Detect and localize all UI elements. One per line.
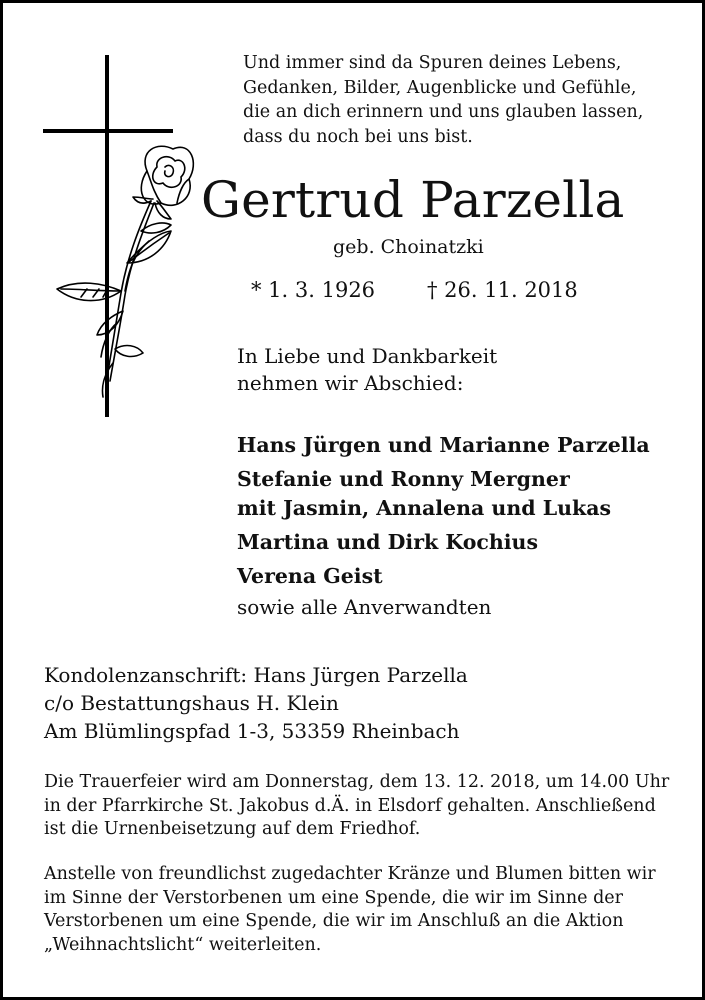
intro-line: nehmen wir Abschied: <box>237 371 464 395</box>
address-line: Kondolenzanschrift: Hans Jürgen Parzella <box>44 663 468 687</box>
address-line: Am Blümlingspfad 1-3, 53359 Rheinbach <box>44 719 460 743</box>
ceremony-line: in der Pfarrkirche St. Jakobus d.Ä. in Elsdorf gehalten. Anschließend <box>44 795 656 816</box>
mourner-line: Martina und Dirk Kochius <box>237 530 539 554</box>
mourner-line: Hans Jürgen und Marianne Parzella <box>237 433 650 457</box>
birth-name: geb. Choinatzki <box>333 236 484 258</box>
mourner-line: Verena Geist <box>237 564 383 588</box>
donation-request <box>44 863 656 957</box>
mourner-group <box>237 431 650 460</box>
intro-line: In Liebe und Dankbarkeit <box>237 344 498 368</box>
poem-line: Und immer sind da Spuren deines Lebens, <box>243 53 622 73</box>
ceremony-line: Die Trauerfeier wird am Donnerstag, dem 13. 12. 2018, um 14.00 Uhr <box>44 772 670 792</box>
mourners-list <box>237 431 650 596</box>
mourner-line: mit Jasmin, Annalena und Lukas <box>237 496 612 520</box>
mourner-group <box>237 465 650 523</box>
deceased-name: Gertrud Parzella <box>201 171 625 229</box>
poem-line: Gedanken, Bilder, Augenblicke und Gefühle, <box>243 77 637 98</box>
request-line: im Sinne der Verstorbenen um eine Spende, die wir im Sinne der <box>44 887 623 908</box>
mourner-line: Stefanie und Ronny Mergner <box>237 467 570 491</box>
ceremony-line: ist die Urnenbeisetzung auf dem Friedhof. <box>44 819 421 839</box>
request-line: Verstorbenen um eine Spende, die wir im Anschluß an die Aktion <box>44 911 624 931</box>
request-line: Anstelle von freundlichst zugedachter Kränze und Blumen bitten wir <box>44 864 656 884</box>
address-line: c/o Bestattungshaus H. Klein <box>44 691 339 715</box>
farewell-intro <box>237 343 497 397</box>
death-date: † 26. 11. 2018 <box>427 278 578 302</box>
cross-with-rose-icon <box>39 53 219 421</box>
memorial-poem <box>243 51 643 149</box>
request-line: „Weihnachtslicht“ weiterleiten. <box>44 934 322 955</box>
condolence-address <box>44 661 468 745</box>
poem-line: dass du noch bei uns bist. <box>243 126 473 147</box>
ceremony-info <box>44 771 669 842</box>
poem-line: die an dich erinnern und uns glauben lassen, <box>243 102 644 122</box>
relatives-note: sowie alle Anverwandten <box>237 595 492 619</box>
mourner-group <box>237 562 650 591</box>
mourner-group <box>237 528 650 557</box>
birth-date: * 1. 3. 1926 <box>251 278 376 302</box>
